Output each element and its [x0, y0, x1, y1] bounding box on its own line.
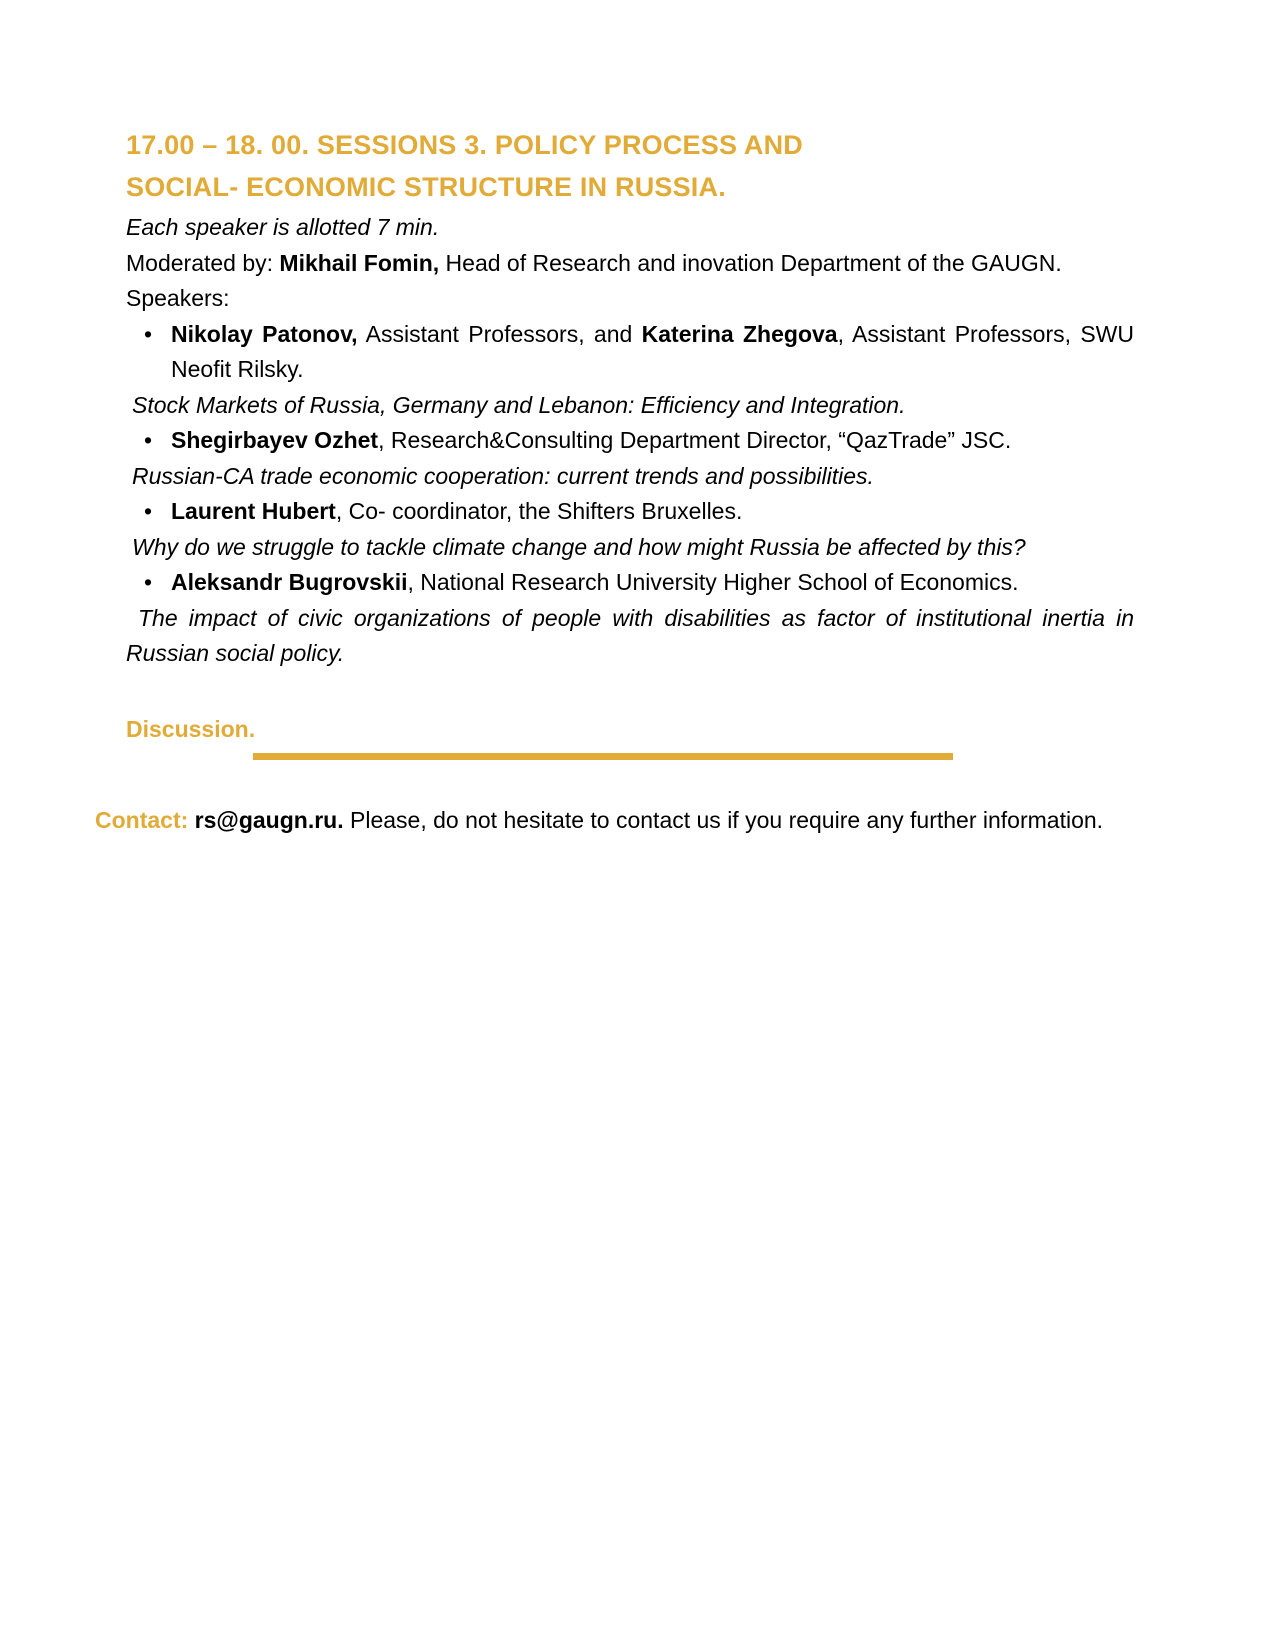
speaker-affiliation: , National Research University Higher School of Economics.	[407, 569, 1019, 595]
talk-topic: Stock Markets of Russia, Germany and Lebanon: Efficiency and Integration.	[132, 391, 906, 418]
talk-topic: Russian-CA trade economic cooperation: current trends and possibilities.	[132, 462, 874, 489]
contact-email-link[interactable]: rs@gaugn.ru.	[194, 807, 344, 833]
speaker-item	[126, 494, 1134, 530]
speaker-connector: Assistant Professors, and	[357, 320, 642, 347]
talk-topic: The impact of civic organizations of people with disabilities as factor of institutional inertia in Russian social policy.	[126, 604, 1134, 666]
bullet-icon: •	[144, 320, 153, 347]
bullet-icon: •	[144, 569, 153, 595]
speaker-list	[126, 317, 1134, 388]
speaker-affiliation: , Co- coordinator, the Shifters Bruxelles.	[335, 498, 743, 524]
divider-rule	[253, 753, 953, 760]
speaker-item	[126, 423, 1134, 459]
session-title-line-1: 17.00 – 18. 00. SESSIONS 3. POLICY PROCESS AND	[126, 130, 803, 160]
speaker-name: Aleksandr Bugrovskii	[171, 569, 408, 595]
bullet-icon: •	[144, 498, 153, 524]
contact-text: Please, do not hesitate to contact us if you require any further information.	[343, 807, 1104, 833]
speaker-item	[126, 317, 1134, 388]
speaker-list	[126, 494, 1134, 530]
speaker-name: Shegirbayev Ozhet	[171, 427, 379, 453]
speaker-name: Laurent Hubert	[171, 498, 336, 524]
speakers-label: Speakers:	[126, 285, 230, 311]
bullet-icon: •	[144, 427, 153, 453]
talk-topic: Why do we struggle to tackle climate change and how might Russia be affected by this?	[132, 533, 1026, 560]
discussion-label: Discussion.	[126, 716, 256, 742]
session-title-line-2: SOCIAL- ECONOMIC STRUCTURE IN RUSSIA.	[126, 172, 726, 202]
moderator-role: Head of Research and inovation Department of the GAUGN.	[439, 249, 1062, 276]
moderator-name: Mikhail Fomin,	[279, 249, 440, 276]
speaker-affiliation: , Research&Consulting Department Director, “QazTrade” JSC.	[378, 427, 1012, 453]
moderator-line	[126, 246, 1134, 282]
speaker-affiliation: , Assistant Professors, SWU Neofit Rilsky.	[171, 320, 1135, 382]
session-block	[126, 124, 1134, 672]
contact-label: Contact:	[95, 807, 189, 833]
speaker-name-2: Katerina Zhegova	[641, 320, 838, 347]
speaker-list	[126, 423, 1134, 459]
time-note: Each speaker is allotted 7 min.	[126, 214, 440, 240]
speaker-list	[126, 565, 1134, 601]
session-title	[126, 124, 1134, 208]
moderator-prefix: Moderated by:	[126, 249, 280, 276]
speaker-item	[126, 565, 1134, 601]
contact-line	[95, 803, 1103, 838]
speaker-name: Nikolay Patonov,	[171, 320, 358, 347]
